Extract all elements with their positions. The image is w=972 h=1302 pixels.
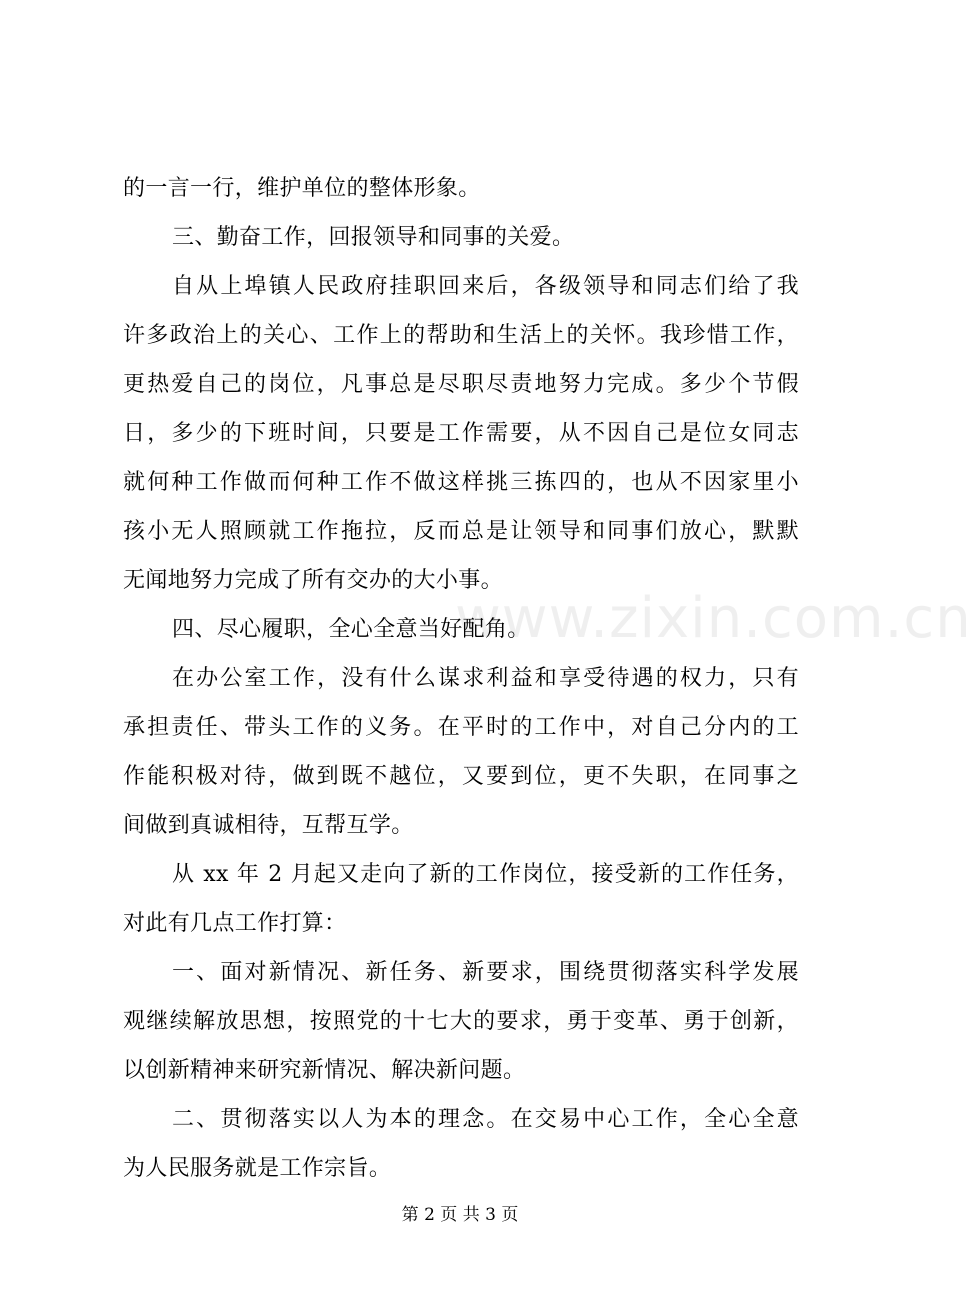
text-line: 对此有几点工作打算：	[123, 911, 347, 936]
text-line: 为人民服务就是工作宗旨。	[123, 1156, 392, 1181]
section-heading: 四、尽心履职，全心全意当好配角。	[172, 617, 530, 642]
text-line: 观继续解放思想，按照党的十七大的要求，勇于变革、勇于创新，	[123, 1009, 799, 1034]
text-line: 无闻地努力完成了所有交办的大小事。	[123, 568, 503, 593]
section-heading: 三、勤奋工作，回报领导和同事的关爱。	[172, 225, 575, 250]
text-line: 以创新精神来研究新情况、解决新问题。	[123, 1058, 526, 1083]
text-line: 在办公室工作，没有什么谋求利益和享受待遇的权力，只有	[172, 666, 799, 691]
text-line: 就何种工作做而何种工作不做这样挑三拣四的，也从不因家里小	[123, 470, 799, 495]
text-line: 二、贯彻落实以人为本的理念。在交易中心工作，全心全意	[172, 1107, 799, 1132]
text-line: 一、面对新情况、新任务、新要求，围绕贯彻落实科学发展	[172, 960, 799, 985]
text-line: 的一言一行，维护单位的整体形象。	[123, 176, 481, 201]
text-line: 孩小无人照顾就工作拖拉，反而总是让领导和同事们放心，默默	[123, 519, 799, 544]
text-line: 许多政治上的关心、工作上的帮助和生活上的关怀。我珍惜工作，	[123, 323, 799, 348]
text-line: 间做到真诚相待，互帮互学。	[123, 813, 414, 838]
text-line: 日，多少的下班时间，只要是工作需要，从不因自己是位女同志	[123, 421, 799, 446]
page-number-footer: 第 2 页 共 3 页	[401, 1205, 519, 1225]
text-line: 自从上埠镇人民政府挂职回来后，各级领导和同志们给了我	[172, 274, 799, 299]
body-text	[123, 164, 799, 1193]
text-line: 更热爱自己的岗位，凡事总是尽职尽责地努力完成。多少个节假	[123, 372, 799, 397]
text-line: 作能积极对待，做到既不越位，又要到位，更不失职，在同事之	[123, 764, 799, 789]
text-line: 从 xx 年 2 月起又走向了新的工作岗位，接受新的工作任务，	[172, 862, 799, 887]
watermark-text: www.zixin.com.cn	[455, 586, 972, 651]
text-line: 承担责任、带头工作的义务。在平时的工作中，对自己分内的工	[123, 715, 799, 740]
